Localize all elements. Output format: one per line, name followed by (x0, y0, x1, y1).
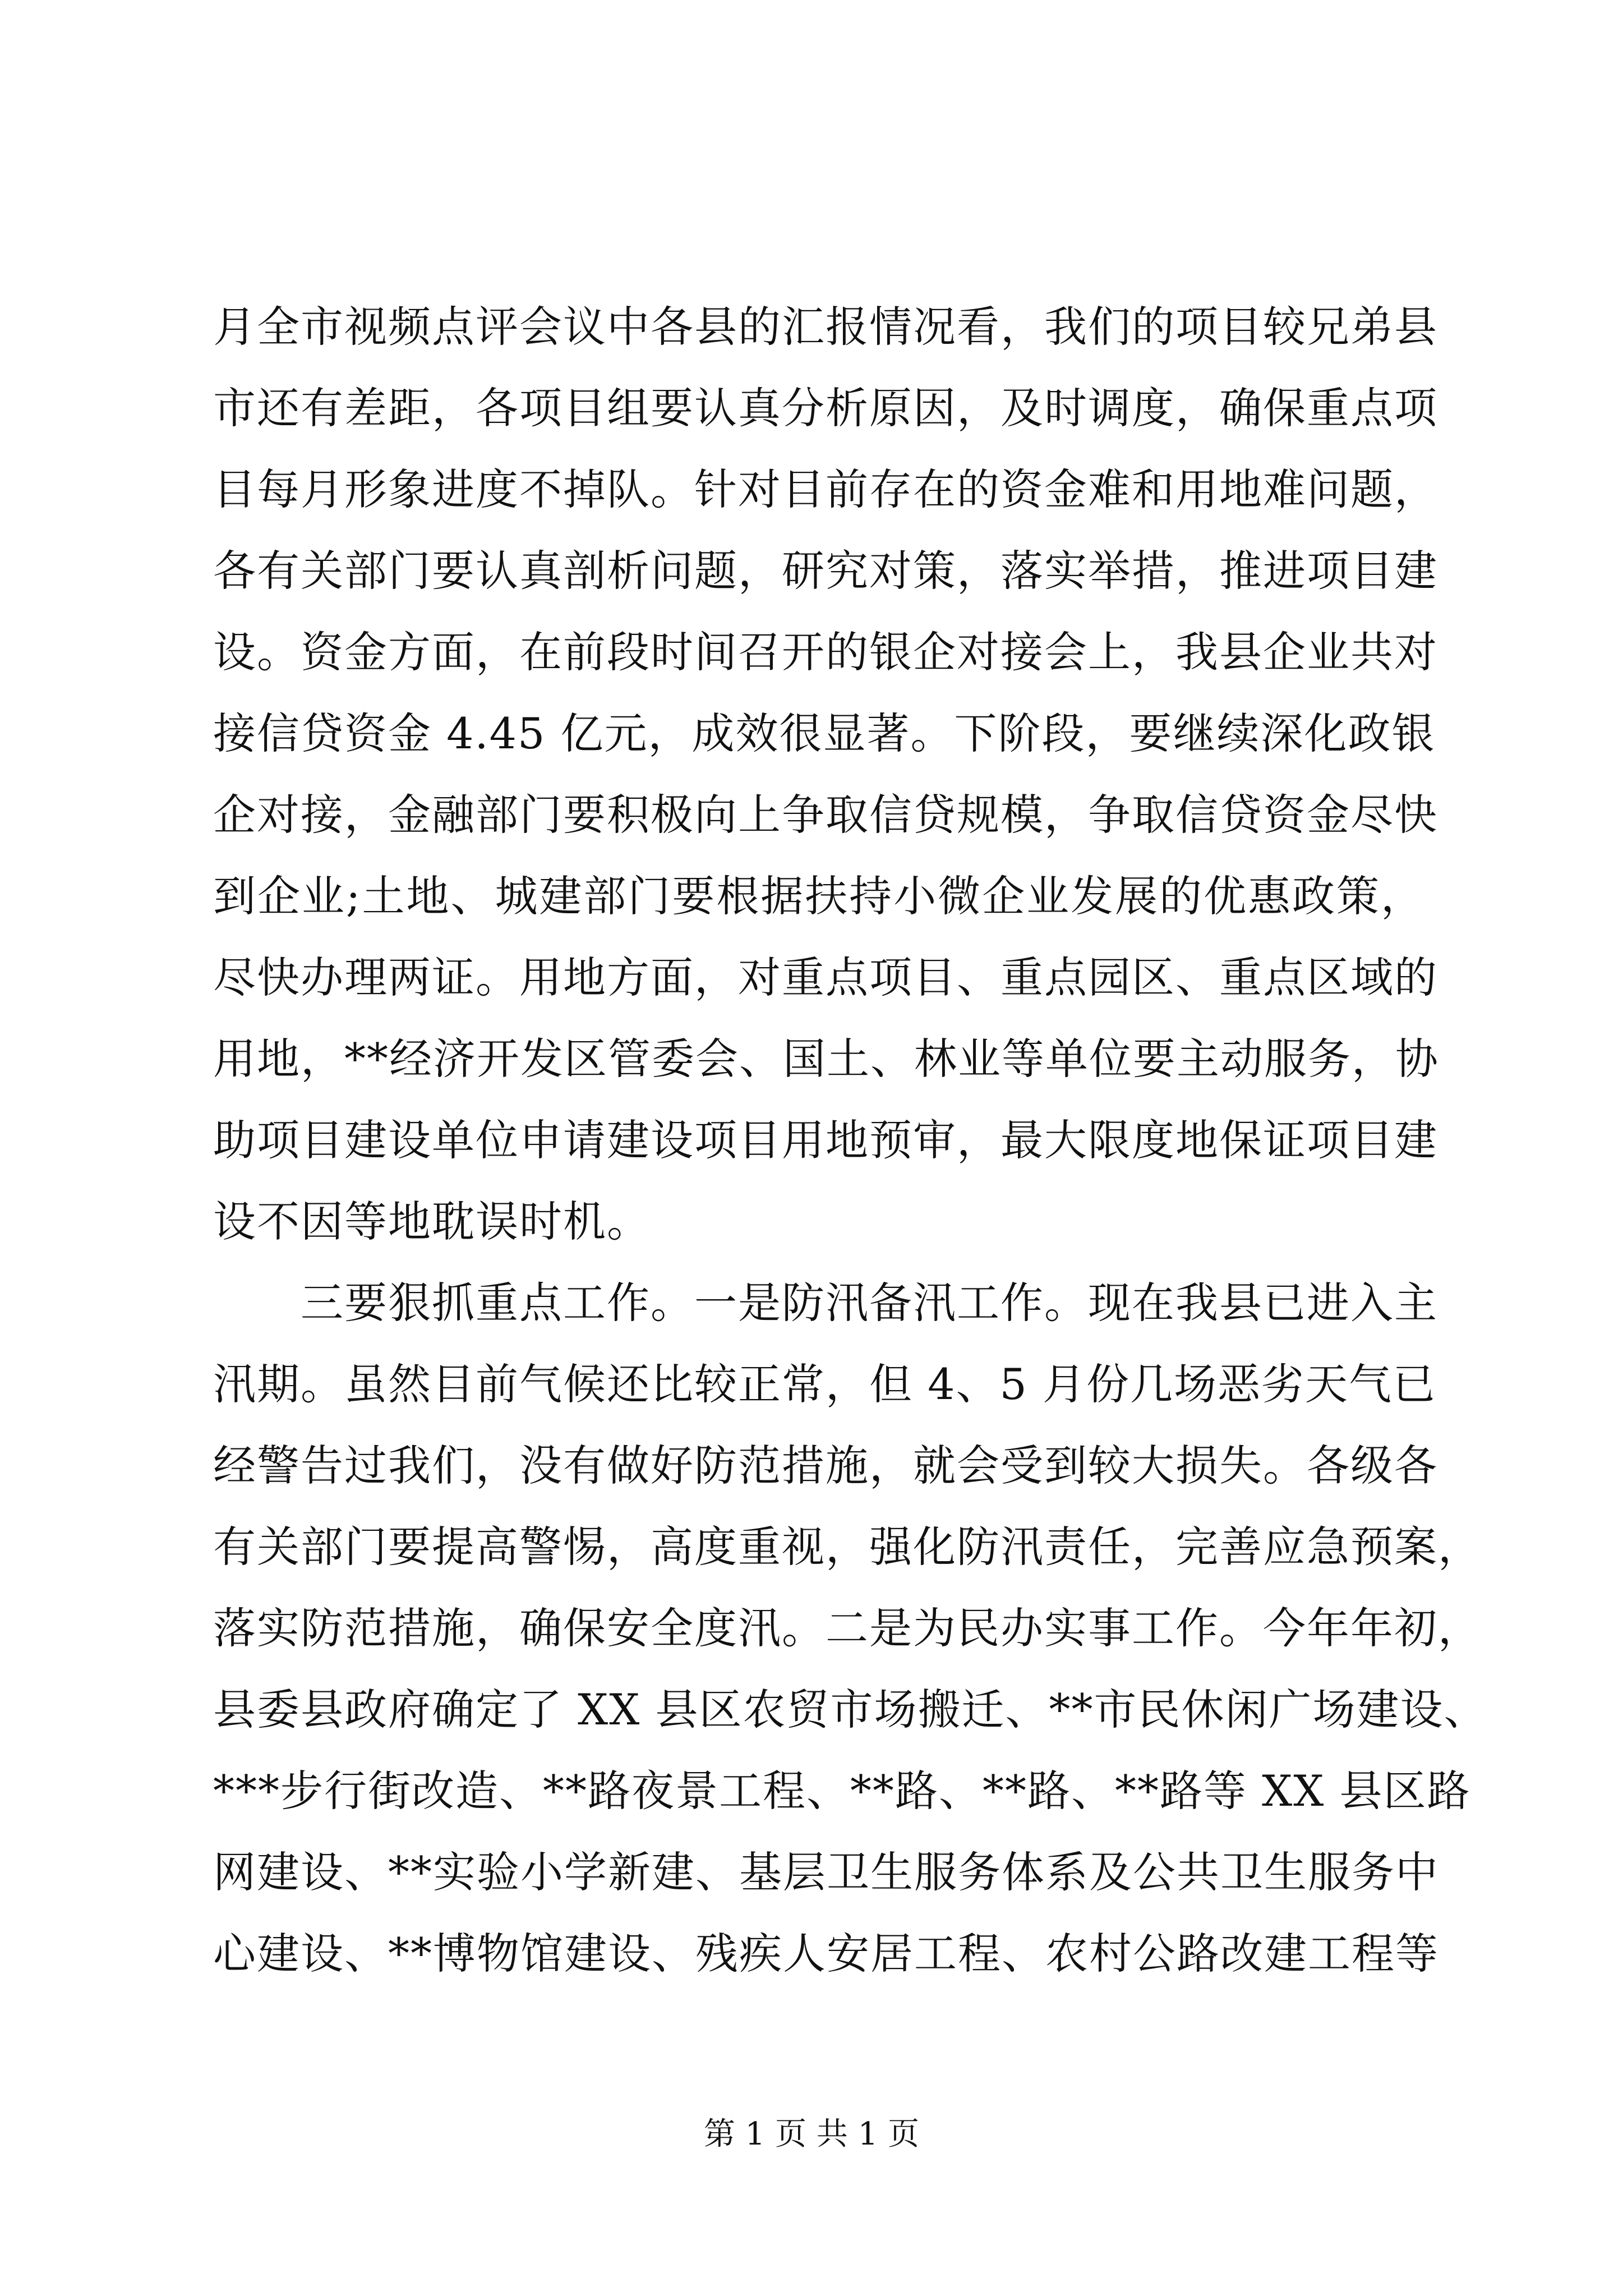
text-line: 目每月形象进度不掉队。针对目前存在的资金难和用地难问题， (213, 464, 1438, 514)
text-line: 经警告过我们，没有做好防范措施，就会受到较大损失。各级各 (213, 1441, 1438, 1490)
text-line: 到企业;土地、城建部门要根据扶持小微企业发展的优惠政策， (213, 871, 1424, 921)
text-line: ***步行街改造、**路夜景工程、**路、**路、**路等 XX 县区路 (213, 1766, 1471, 1816)
text-line: 市还有差距，各项目组要认真分析原因，及时调度，确保重点项 (213, 383, 1438, 433)
text-line: 月全市视频点评会议中各县的汇报情况看，我们的项目较兄弟县 (213, 302, 1438, 352)
page-footer: 第 1 页 共 1 页 (703, 2116, 920, 2152)
text-line: 各有关部门要认真剖析问题，研究对策，落实举措，推进项目建 (213, 546, 1438, 596)
text-line: 助项目建设单位申请建设项目用地预审，最大限度地保证项目建 (213, 1115, 1438, 1165)
text-line: 有关部门要提高警惕，高度重视，强化防汛责任，完善应急预案， (213, 1522, 1482, 1572)
text-line: 设不因等地耽误时机。 (213, 1197, 651, 1246)
text-line: 县委县政府确定了 XX 县区农贸市场搬迁、**市民休闲广场建设、 (213, 1685, 1488, 1734)
text-line: 用地，**经济开发区管委会、国土、林业等单位要主动服务，协 (213, 1034, 1439, 1084)
text-line: 落实防范措施，确保安全度汛。二是为民办实事工作。今年年初， (213, 1603, 1482, 1653)
text-line: 企对接，金融部门要积极向上争取信贷规模，争取信贷资金尽快 (213, 790, 1438, 840)
text-line: 接信贷资金 4.45 亿元，成效很显著。下阶段，要继续深化政银 (213, 708, 1436, 758)
text-line: 三要狠抓重点工作。一是防汛备汛工作。现在我县已进入主 (213, 1278, 1438, 1328)
text-line: 尽快办理两证。用地方面，对重点项目、重点园区、重点区域的 (213, 953, 1438, 1002)
text-line: 网建设、**实验小学新建、基层卫生服务体系及公共卫生服务中 (213, 1847, 1439, 1897)
text-line: 汛期。虽然目前气候还比较正常，但 4、5 月份几场恶劣天气已 (213, 1359, 1437, 1409)
document-body (213, 286, 1488, 1994)
text-line: 设。资金方面，在前段时间召开的银企对接会上，我县企业共对 (213, 627, 1438, 677)
text-line: 心建设、**博物馆建设、残疾人安居工程、农村公路改建工程等 (213, 1929, 1439, 1978)
